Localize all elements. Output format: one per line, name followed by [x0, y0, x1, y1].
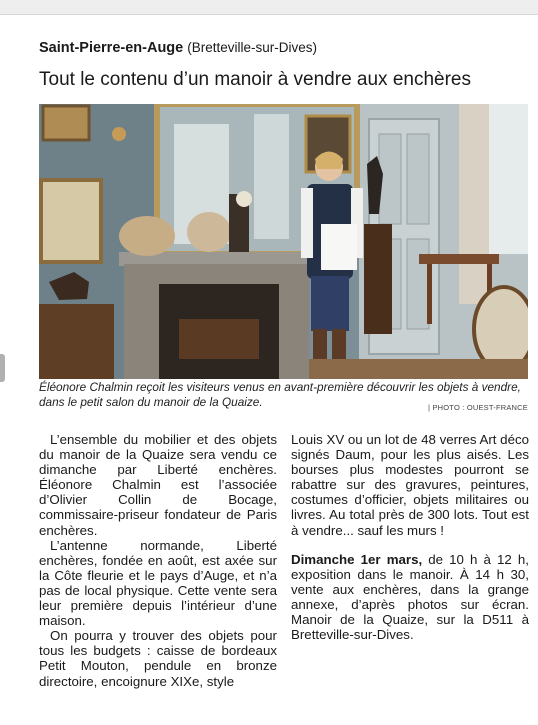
article-body-right [291, 432, 529, 642]
paragraph-2: L’antenne normande, Liberté enchères, fondée en août, est axée sur la Côte fleurie et le pays d’Auge, et n’a pas de local physique. Cette vente sera leur première depuis l’intérieur d’une maison. [39, 537, 277, 629]
side-scroll-tab[interactable] [0, 354, 5, 382]
location: Saint-Pierre-en-Auge [39, 40, 184, 56]
headline: Tout le contenu d’un manoir à vendre aux enchères [39, 69, 471, 90]
paragraph-1: L’ensemble du mobilier et des objets du manoir de la Quaize sera vendu ce dimanche par Liberté enchères. Éléonore Chalmin est l’associée d’Olivier Collin de Bocage, commissaire-priseur fondateur de Paris enchères. [39, 432, 277, 538]
article-header [39, 38, 529, 92]
article-body-left [39, 432, 277, 689]
paragraph-4: Louis XV ou un lot de 48 verres Art déco signés Daum, pour les plus aisés. Les bourses plus modestes pourront se rabattre sur des gravures, peintures, costumes d’officier, objets militaires ou livres. Au total près de 300 lots. Tout est à vendre... sauf les murs ! [291, 432, 530, 538]
event-info [291, 552, 529, 643]
sublocation: (Bretteville-sur-Dives) [187, 40, 318, 55]
browser-top-bar [0, 0, 538, 15]
article-photo [39, 104, 528, 379]
event-date: Dimanche 1er mars, [291, 551, 423, 567]
photo-credit: | PHOTO : OUEST-FRANCE [428, 403, 528, 412]
photo-caption: Éléonore Chalmin reçoit les visiteurs venus en avant-première découvrir les objets à vendre, dans le petit salon du manoir de la Quaize. [39, 380, 521, 409]
event-details: de 10 h à 12 h, exposition dans le manoir. À 14 h 30, vente aux enchères, dans la grange annexe, d’après photos sur écran. Manoir de la Quaize, sur la D511 à Bretteville-sur-Dives. [291, 551, 529, 643]
paragraph-3: On pourra y trouver des objets pour tous les budgets : caisse de bordeaux Petit Mouton, pendule en bronze directoire, encoignure XIXe, style [39, 628, 277, 689]
location-line [39, 38, 529, 58]
